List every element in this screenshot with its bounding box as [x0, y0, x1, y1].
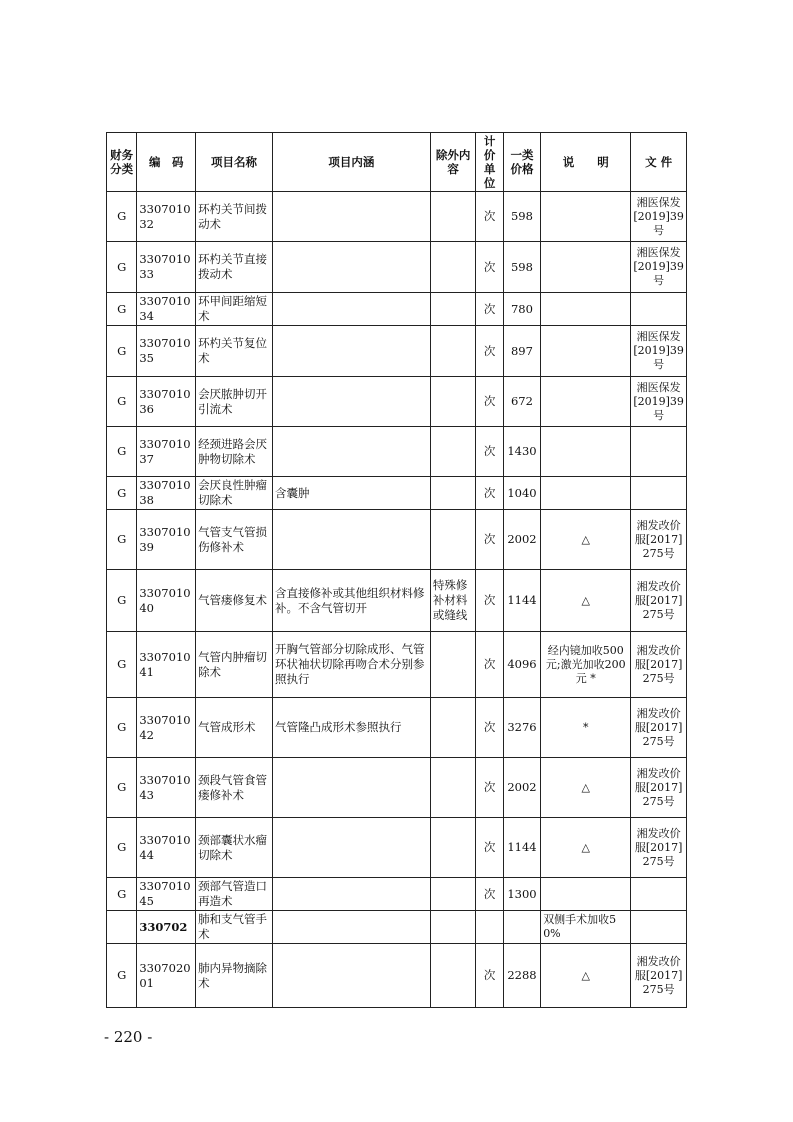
- cell-exclusions: [430, 427, 476, 477]
- cell-notes: [541, 192, 631, 242]
- cell-price: 1144: [503, 818, 540, 878]
- cell-content: [272, 911, 430, 944]
- cell-notes: △: [541, 818, 631, 878]
- cell-category: G: [107, 944, 137, 1008]
- table-row: [107, 944, 687, 1008]
- table-row: [107, 427, 687, 477]
- cell-unit: 次: [476, 758, 503, 818]
- cell-unit: 次: [476, 326, 503, 377]
- cell-exclusions: [430, 911, 476, 944]
- cell-name: 颈段气管食管瘘修补术: [196, 758, 273, 818]
- cell-exclusions: [430, 632, 476, 698]
- cell-price: 780: [503, 293, 540, 326]
- cell-exclusions: [430, 510, 476, 570]
- cell-unit: 次: [476, 242, 503, 293]
- cell-name: 环杓关节复位术: [196, 326, 273, 377]
- cell-document: [631, 878, 687, 911]
- cell-exclusions: [430, 698, 476, 758]
- cell-price: 1430: [503, 427, 540, 477]
- cell-category: G: [107, 510, 137, 570]
- cell-unit: 次: [476, 293, 503, 326]
- cell-name: 环甲间距缩短术: [196, 293, 273, 326]
- cell-notes: *: [541, 698, 631, 758]
- cell-notes: 经内镜加收500元;激光加收200元 *: [541, 632, 631, 698]
- cell-document: 湘医保发[2019]39号: [631, 326, 687, 377]
- table-row: [107, 570, 687, 632]
- cell-unit: 次: [476, 477, 503, 510]
- cell-content: [272, 293, 430, 326]
- table-row: [107, 878, 687, 911]
- header-notes: 说 明: [541, 133, 631, 192]
- cell-exclusions: [430, 878, 476, 911]
- cell-document: 湘医保发[2019]39号: [631, 192, 687, 242]
- cell-notes: [541, 878, 631, 911]
- cell-name: 肺和支气管手术: [196, 911, 273, 944]
- cell-name: 会厌良性肿瘤切除术: [196, 477, 273, 510]
- cell-unit: [476, 911, 503, 944]
- cell-exclusions: [430, 758, 476, 818]
- cell-notes: [541, 326, 631, 377]
- table-row: [107, 192, 687, 242]
- table-row: [107, 326, 687, 377]
- cell-notes: 双侧手术加收50%: [541, 911, 631, 944]
- cell-code: 330701042: [137, 698, 196, 758]
- table-row: [107, 293, 687, 326]
- cell-unit: 次: [476, 818, 503, 878]
- cell-exclusions: [430, 242, 476, 293]
- cell-unit: 次: [476, 192, 503, 242]
- cell-exclusions: 特殊修补材料或缝线: [430, 570, 476, 632]
- cell-content: [272, 377, 430, 427]
- cell-notes: [541, 377, 631, 427]
- cell-price: 897: [503, 326, 540, 377]
- header-name: 项目名称: [196, 133, 273, 192]
- cell-content: [272, 427, 430, 477]
- cell-exclusions: [430, 477, 476, 510]
- cell-exclusions: [430, 326, 476, 377]
- cell-price: 1300: [503, 878, 540, 911]
- cell-content: [272, 818, 430, 878]
- cell-unit: 次: [476, 698, 503, 758]
- cell-name: 颈部囊状水瘤切除术: [196, 818, 273, 878]
- cell-category: G: [107, 632, 137, 698]
- cell-exclusions: [430, 293, 476, 326]
- cell-code: 330701045: [137, 878, 196, 911]
- cell-code: 330701038: [137, 477, 196, 510]
- cell-exclusions: [430, 818, 476, 878]
- cell-category: G: [107, 242, 137, 293]
- cell-code: 330701032: [137, 192, 196, 242]
- cell-category: G: [107, 698, 137, 758]
- cell-notes: △: [541, 510, 631, 570]
- table-header-row: [107, 133, 687, 192]
- cell-exclusions: [430, 944, 476, 1008]
- cell-category: G: [107, 293, 137, 326]
- header-category: 财务分类: [107, 133, 137, 192]
- cell-category: G: [107, 427, 137, 477]
- cell-document: [631, 293, 687, 326]
- cell-document: 湘发改价服[2017]275号: [631, 944, 687, 1008]
- cell-unit: 次: [476, 510, 503, 570]
- cell-name: 气管内肿瘤切除术: [196, 632, 273, 698]
- cell-unit: 次: [476, 570, 503, 632]
- cell-document: 湘医保发[2019]39号: [631, 242, 687, 293]
- cell-name: 经颈进路会厌肿物切除术: [196, 427, 273, 477]
- cell-category: G: [107, 758, 137, 818]
- cell-notes: [541, 427, 631, 477]
- cell-price: 598: [503, 192, 540, 242]
- cell-notes: [541, 242, 631, 293]
- cell-content: [272, 326, 430, 377]
- cell-name: 气管支气管损伤修补术: [196, 510, 273, 570]
- header-content: 项目内涵: [272, 133, 430, 192]
- table-row: [107, 510, 687, 570]
- cell-unit: 次: [476, 427, 503, 477]
- cell-document: 湘发改价服[2017]275号: [631, 510, 687, 570]
- cell-price: 1144: [503, 570, 540, 632]
- cell-price: 598: [503, 242, 540, 293]
- cell-name: 环杓关节间拨动术: [196, 192, 273, 242]
- cell-category: [107, 911, 137, 944]
- cell-category: G: [107, 818, 137, 878]
- cell-price: [503, 911, 540, 944]
- fee-table: [106, 132, 687, 1008]
- cell-document: 湘发改价服[2017]275号: [631, 632, 687, 698]
- cell-notes: [541, 293, 631, 326]
- cell-category: G: [107, 878, 137, 911]
- cell-document: [631, 911, 687, 944]
- cell-content: [272, 944, 430, 1008]
- cell-exclusions: [430, 192, 476, 242]
- header-price: 一类价格: [503, 133, 540, 192]
- cell-notes: [541, 477, 631, 510]
- cell-content: [272, 758, 430, 818]
- cell-name: 颈部气管造口再造术: [196, 878, 273, 911]
- cell-unit: 次: [476, 377, 503, 427]
- cell-unit: 次: [476, 632, 503, 698]
- cell-price: 4096: [503, 632, 540, 698]
- table-row: [107, 758, 687, 818]
- cell-price: 1040: [503, 477, 540, 510]
- cell-notes: △: [541, 570, 631, 632]
- cell-content: [272, 192, 430, 242]
- cell-code: 330701040: [137, 570, 196, 632]
- cell-name: 环杓关节直接拨动术: [196, 242, 273, 293]
- cell-notes: △: [541, 944, 631, 1008]
- cell-content: [272, 510, 430, 570]
- cell-content: 开胸气管部分切除成形、气管环状袖状切除再吻合术分别参照执行: [272, 632, 430, 698]
- header-document: 文 件: [631, 133, 687, 192]
- cell-document: 湘发改价服[2017]275号: [631, 570, 687, 632]
- cell-price: 2002: [503, 510, 540, 570]
- cell-document: [631, 427, 687, 477]
- cell-price: 672: [503, 377, 540, 427]
- cell-content: 气管隆凸成形术参照执行: [272, 698, 430, 758]
- cell-code: 330701043: [137, 758, 196, 818]
- cell-category: G: [107, 377, 137, 427]
- table-row: [107, 377, 687, 427]
- cell-price: 3276: [503, 698, 540, 758]
- cell-name: 气管成形术: [196, 698, 273, 758]
- cell-code: 330702: [137, 911, 196, 944]
- cell-category: G: [107, 570, 137, 632]
- cell-name: 肺内异物摘除术: [196, 944, 273, 1008]
- cell-code: 330701035: [137, 326, 196, 377]
- cell-name: 气管瘘修复术: [196, 570, 273, 632]
- cell-notes: △: [541, 758, 631, 818]
- cell-unit: 次: [476, 878, 503, 911]
- table-row: [107, 632, 687, 698]
- cell-unit: 次: [476, 944, 503, 1008]
- cell-category: G: [107, 326, 137, 377]
- table-row: [107, 818, 687, 878]
- page-number: - 220 -: [104, 1028, 153, 1046]
- cell-code: 330701044: [137, 818, 196, 878]
- cell-document: 湘发改价服[2017]275号: [631, 698, 687, 758]
- cell-code: 330701034: [137, 293, 196, 326]
- cell-document: 湘发改价服[2017]275号: [631, 818, 687, 878]
- cell-code: 330701041: [137, 632, 196, 698]
- cell-content: [272, 878, 430, 911]
- cell-category: G: [107, 192, 137, 242]
- cell-document: [631, 477, 687, 510]
- cell-category: G: [107, 477, 137, 510]
- header-unit: 计价单位: [476, 133, 503, 192]
- cell-exclusions: [430, 377, 476, 427]
- cell-price: 2002: [503, 758, 540, 818]
- table-group-row: [107, 911, 687, 944]
- header-code: 编 码: [137, 133, 196, 192]
- cell-code: 330701033: [137, 242, 196, 293]
- header-exclusions: 除外内容: [430, 133, 476, 192]
- table-row: [107, 698, 687, 758]
- cell-price: 2288: [503, 944, 540, 1008]
- cell-document: 湘医保发[2019]39号: [631, 377, 687, 427]
- cell-content: 含直接修补或其他组织材料修补。不含气管切开: [272, 570, 430, 632]
- cell-code: 330701037: [137, 427, 196, 477]
- cell-code: 330701039: [137, 510, 196, 570]
- table-row: [107, 242, 687, 293]
- cell-name: 会厌脓肿切开引流术: [196, 377, 273, 427]
- table-row: [107, 477, 687, 510]
- cell-code: 330701036: [137, 377, 196, 427]
- cell-content: [272, 242, 430, 293]
- cell-code: 330702001: [137, 944, 196, 1008]
- cell-document: 湘发改价服[2017]275号: [631, 758, 687, 818]
- cell-content: 含囊肿: [272, 477, 430, 510]
